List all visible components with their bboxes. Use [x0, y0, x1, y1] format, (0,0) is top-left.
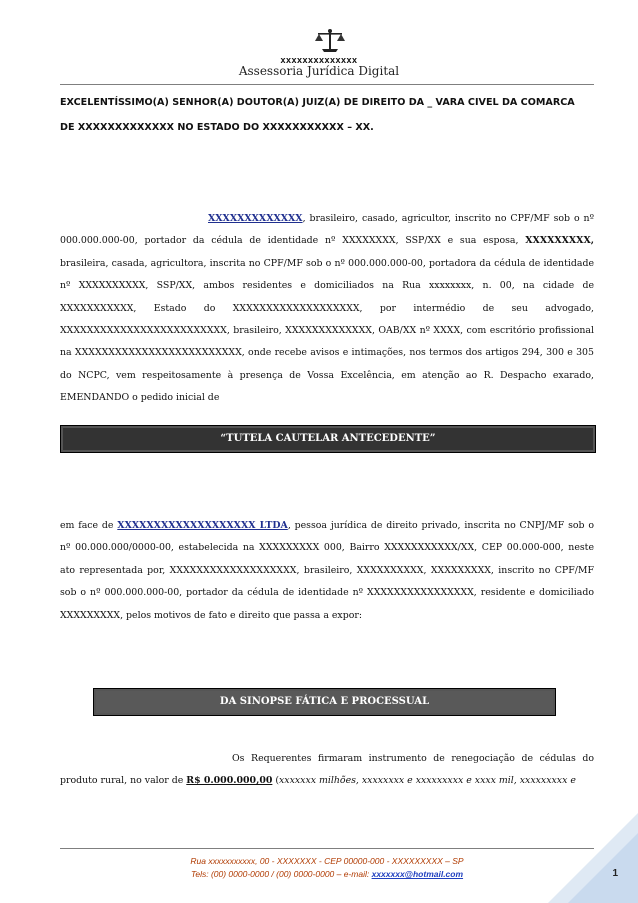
page-number: 1	[612, 868, 618, 879]
spouse-name: XXXXXXXXX,	[525, 235, 594, 247]
section-title-sinopse: DA SINOPSE FÁTICA E PROCESSUAL	[93, 688, 556, 716]
brand-name: xxxxxxxxxxxxxx	[280, 55, 358, 65]
court-address-heading	[60, 92, 594, 139]
section-title-tutela: “TUTELA CAUTELAR ANTECEDENTE”	[60, 425, 596, 453]
amount-in-words: xxxxxxx milhões, xxxxxxxx e xxxxxxxxx e xxxx mil, xxxxxxxxx e	[279, 775, 576, 787]
scales-of-justice-logo	[312, 28, 348, 54]
footer-rule	[60, 848, 594, 849]
footer-contacts: Tels: (00) 0000-0000 / (00) 0000-0000 – e-mail: xxxxxxx@hotmail.com	[190, 869, 464, 879]
page-corner-inner	[568, 833, 638, 903]
plaintiff-name: XXXXXXXXXXXXX	[208, 213, 303, 224]
contract-amount: R$ 0.000.000,00	[186, 775, 273, 787]
qualification-paragraph: XXXXXXXXXXXXX, brasileiro, casado, agricultor, inscrito no CPF/MF sob o nº 000.000.000-00, portador da cédula de identidade nº XXXXXXXX, SSP/XX e sua esposa, XXXXXXXXX, brasileira, casada, agricultora, inscrita no CPF/MF sob o nº 000.000.000-00, portadora da cédula de identidade nº XXXXXXXXXX, SSP/XX, ambos residentes e domiciliados na Rua xxxxxxxx, n. 00, na cidade de XXXXXXXXXXX, Estado do XXXXXXXXXXXXXXXXXXX, por intermédio de seu advogado, XXXXXXXXXXXXXXXXXXXXXXXXX, brasileiro, XXXXXXXXXXXXX, OAB/XX nº XXXX, com escritório profissional na XXXXXXXXXXXXXXXXXXXXXXXXX, onde recebe avisos e intimações, nos termos dos artigos 294, 300 e 305 do NCPC, vem respeitosamente à presença de Vossa Excelência, em atenção ao R. Despacho exarado, EMENDANDO o pedido inicial de	[60, 213, 594, 404]
defendant-company: XXXXXXXXXXXXXXXXXXX LTDA	[117, 520, 288, 531]
footer-address: Rua xxxxxxxxxxx, 00 - XXXXXXX - CEP 00000-000 - XXXXXXXXX – SP	[190, 856, 464, 866]
defendant-paragraph: em face de XXXXXXXXXXXXXXXXXXX LTDA, pessoa jurídica de direito privado, inscrita no CNPJ/MF sob o nº 00.000.000/0000-00, estabelecida na XXXXXXXXX 000, Bairro XXXXXXXXXXX/XX, CEP 00.000-000, neste ato representada por, XXXXXXXXXXXXXXXXXXX, brasileiro, XXXXXXXXXX, XXXXXXXXX, inscrito no CPF/MF sob o nº 000.000.000-00, portador da cédula de identidade nº XXXXXXXXXXXXXXXX, residente e domiciliado XXXXXXXXX, pelos motivos de fato e direito que passa a expor:	[60, 520, 594, 621]
header-rule	[60, 84, 594, 85]
facts-paragraph: Os Requerentes firmaram instrumento de renegociação de cédulas do produto rural, no valor de R$ 0.000.000,00 (xxxxxxx milhões, xxxxxxxx e xxxxxxxxx e xxxx mil, xxxxxxxxx e	[60, 753, 594, 787]
footer-email-link[interactable]: xxxxxxx@hotmail.com	[371, 869, 464, 879]
heading-line-1: EXCELENTÍSSIMO(A) SENHOR(A) DOUTOR(A) JUIZ(A) DE DIREITO DA _ VARA CIVEL DA COMARCA	[60, 97, 575, 108]
heading-line-2: DE XXXXXXXXXXXXX NO ESTADO DO XXXXXXXXXXX – XX.	[60, 122, 374, 133]
brand-subtitle: Assessoria Jurídica Digital	[238, 64, 400, 78]
